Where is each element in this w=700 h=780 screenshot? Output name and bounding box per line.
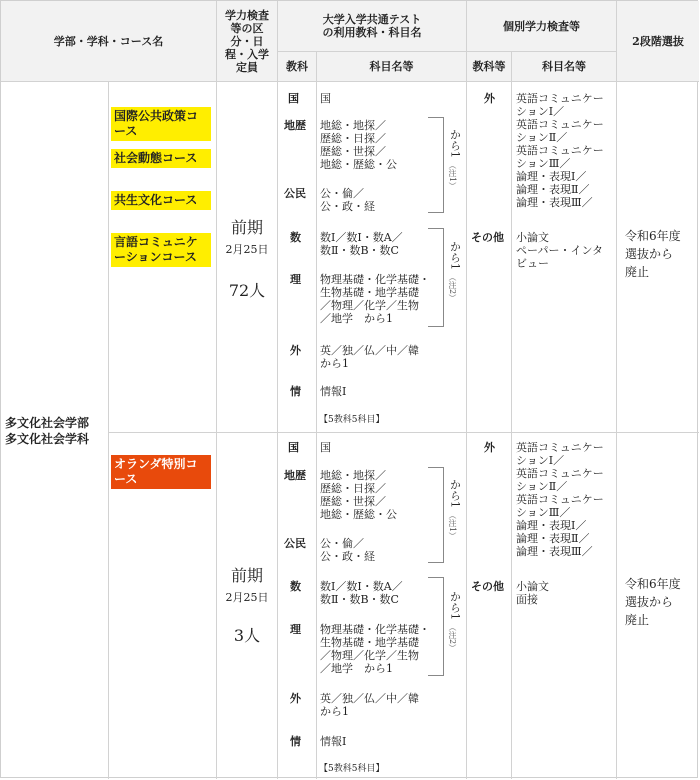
ct-subject: 数 — [290, 231, 301, 244]
ct-subject: 情 — [290, 385, 301, 398]
ind-value: 小論文 ペーパー・インタ ビュー — [516, 231, 604, 270]
ct-value: 公・倫／ 公・政・経 — [320, 537, 375, 563]
two-stage-note: 令和6年度 選抜から 廃止 — [625, 229, 681, 279]
header-two-stage: 2段階選抜 — [617, 1, 699, 81]
ct-value: 情報Ⅰ — [320, 735, 347, 748]
ct-subject: 理 — [290, 273, 301, 286]
kara-label: から1 （注1） — [448, 129, 462, 191]
ct-subject: 外 — [290, 692, 301, 705]
kara-label: から1 （注1） — [448, 479, 462, 541]
ct-value: 数Ⅰ／数Ⅰ・数A／ 数Ⅱ・数B・数C — [320, 580, 403, 606]
ind-subject: 外 — [484, 441, 495, 454]
ct-subject: 公民 — [284, 537, 306, 550]
ct-value: 国 — [320, 92, 331, 105]
ct-value: 数Ⅰ／数Ⅰ・数A／ 数Ⅱ・数B・数C — [320, 231, 403, 257]
course-tag: 国際公共政策コース — [111, 107, 211, 141]
ct-subject: 地歴 — [284, 469, 306, 482]
faculty-name: 多文化社会学部 多文化社会学科 — [5, 416, 90, 446]
kara-label: から1 （注2） — [448, 241, 462, 303]
ct-subject: 外 — [290, 344, 301, 357]
capacity: 72人 — [228, 281, 266, 300]
ct-value: 物理基礎・化学基礎・ 生物基礎・地学基礎 ／物理／化学／生物 ／地学 から1 — [320, 273, 430, 325]
course-tag: オランダ特別コース — [111, 455, 211, 489]
ct-subject: 公民 — [284, 187, 306, 200]
ind-value: 英語コミュニケー ションⅠ／ 英語コミュニケー ションⅡ／ 英語コミュニケー ションⅢ／ 論理・表現Ⅰ／ 論理・表現Ⅱ／ 論理・表現Ⅲ／ — [516, 92, 604, 209]
exam-date: 2月25日 — [225, 243, 269, 256]
ct-subject: 国 — [288, 92, 299, 105]
course-tag: 社会動態コース — [111, 149, 211, 168]
ind-value: 英語コミュニケー ションⅠ／ 英語コミュニケー ションⅡ／ 英語コミュニケー ションⅢ／ 論理・表現Ⅰ／ 論理・表現Ⅱ／ 論理・表現Ⅲ／ — [516, 441, 604, 558]
bracket — [428, 467, 444, 563]
ct-value: 情報Ⅰ — [320, 385, 347, 398]
header-ind-names: 科目名等 — [512, 52, 616, 81]
ct-subject: 地歴 — [284, 119, 306, 132]
course-tag: 言語コミュニケーションコース — [111, 233, 211, 267]
ind-subject: その他 — [471, 231, 504, 244]
header-exam-type: 学力検査等の区分・日程・入学定員 — [217, 1, 277, 81]
ct-subject: 数 — [290, 580, 301, 593]
bracket — [428, 577, 444, 676]
ct-value: 地総・地探／ 歴総・日探／ 歴総・世探／ 地総・歴総・公 — [320, 469, 397, 521]
exam-term: 前期 — [230, 218, 263, 237]
bracket — [428, 117, 444, 213]
ct-value: 地総・地探／ 歴総・日探／ 歴総・世探／ 地総・歴総・公 — [320, 119, 397, 171]
header-ct-subject: 教科 — [278, 52, 316, 81]
two-stage-note: 令和6年度 選抜から 廃止 — [625, 577, 681, 627]
ct-subject: 国 — [288, 441, 299, 454]
ct-value: 英／独／仏／中／韓 から1 — [320, 344, 419, 370]
ct-subject: 理 — [290, 623, 301, 636]
header-faculty: 学部・学科・コース名 — [1, 1, 216, 81]
header-ind-subject: 教科等 — [467, 52, 511, 81]
header-ct-names: 科目名等 — [317, 52, 466, 81]
bracket — [428, 228, 444, 327]
capacity: 3人 — [233, 626, 261, 645]
header-individual: 個別学力検査等 — [467, 1, 616, 51]
ind-value: 小論文 面接 — [516, 580, 549, 606]
ct-subject: 情 — [290, 735, 301, 748]
exam-term: 前期 — [230, 566, 263, 585]
exam-date: 2月25日 — [225, 591, 269, 604]
ct-note: 【5教科5科目】 — [319, 764, 385, 774]
ct-value: 公・倫／ 公・政・経 — [320, 187, 375, 213]
ind-subject: その他 — [471, 580, 504, 593]
header-common-test: 大学入学共通テストの利用教科・科目名 — [278, 1, 466, 51]
course-tag: 共生文化コース — [111, 191, 211, 210]
ct-note: 【5教科5科目】 — [319, 415, 385, 425]
kara-label: から1 （注2） — [448, 591, 462, 653]
ct-value: 国 — [320, 441, 331, 454]
ind-subject: 外 — [484, 92, 495, 105]
ct-value: 英／独／仏／中／韓 から1 — [320, 692, 419, 718]
ct-value: 物理基礎・化学基礎・ 生物基礎・地学基礎 ／物理／化学／生物 ／地学 から1 — [320, 623, 430, 675]
